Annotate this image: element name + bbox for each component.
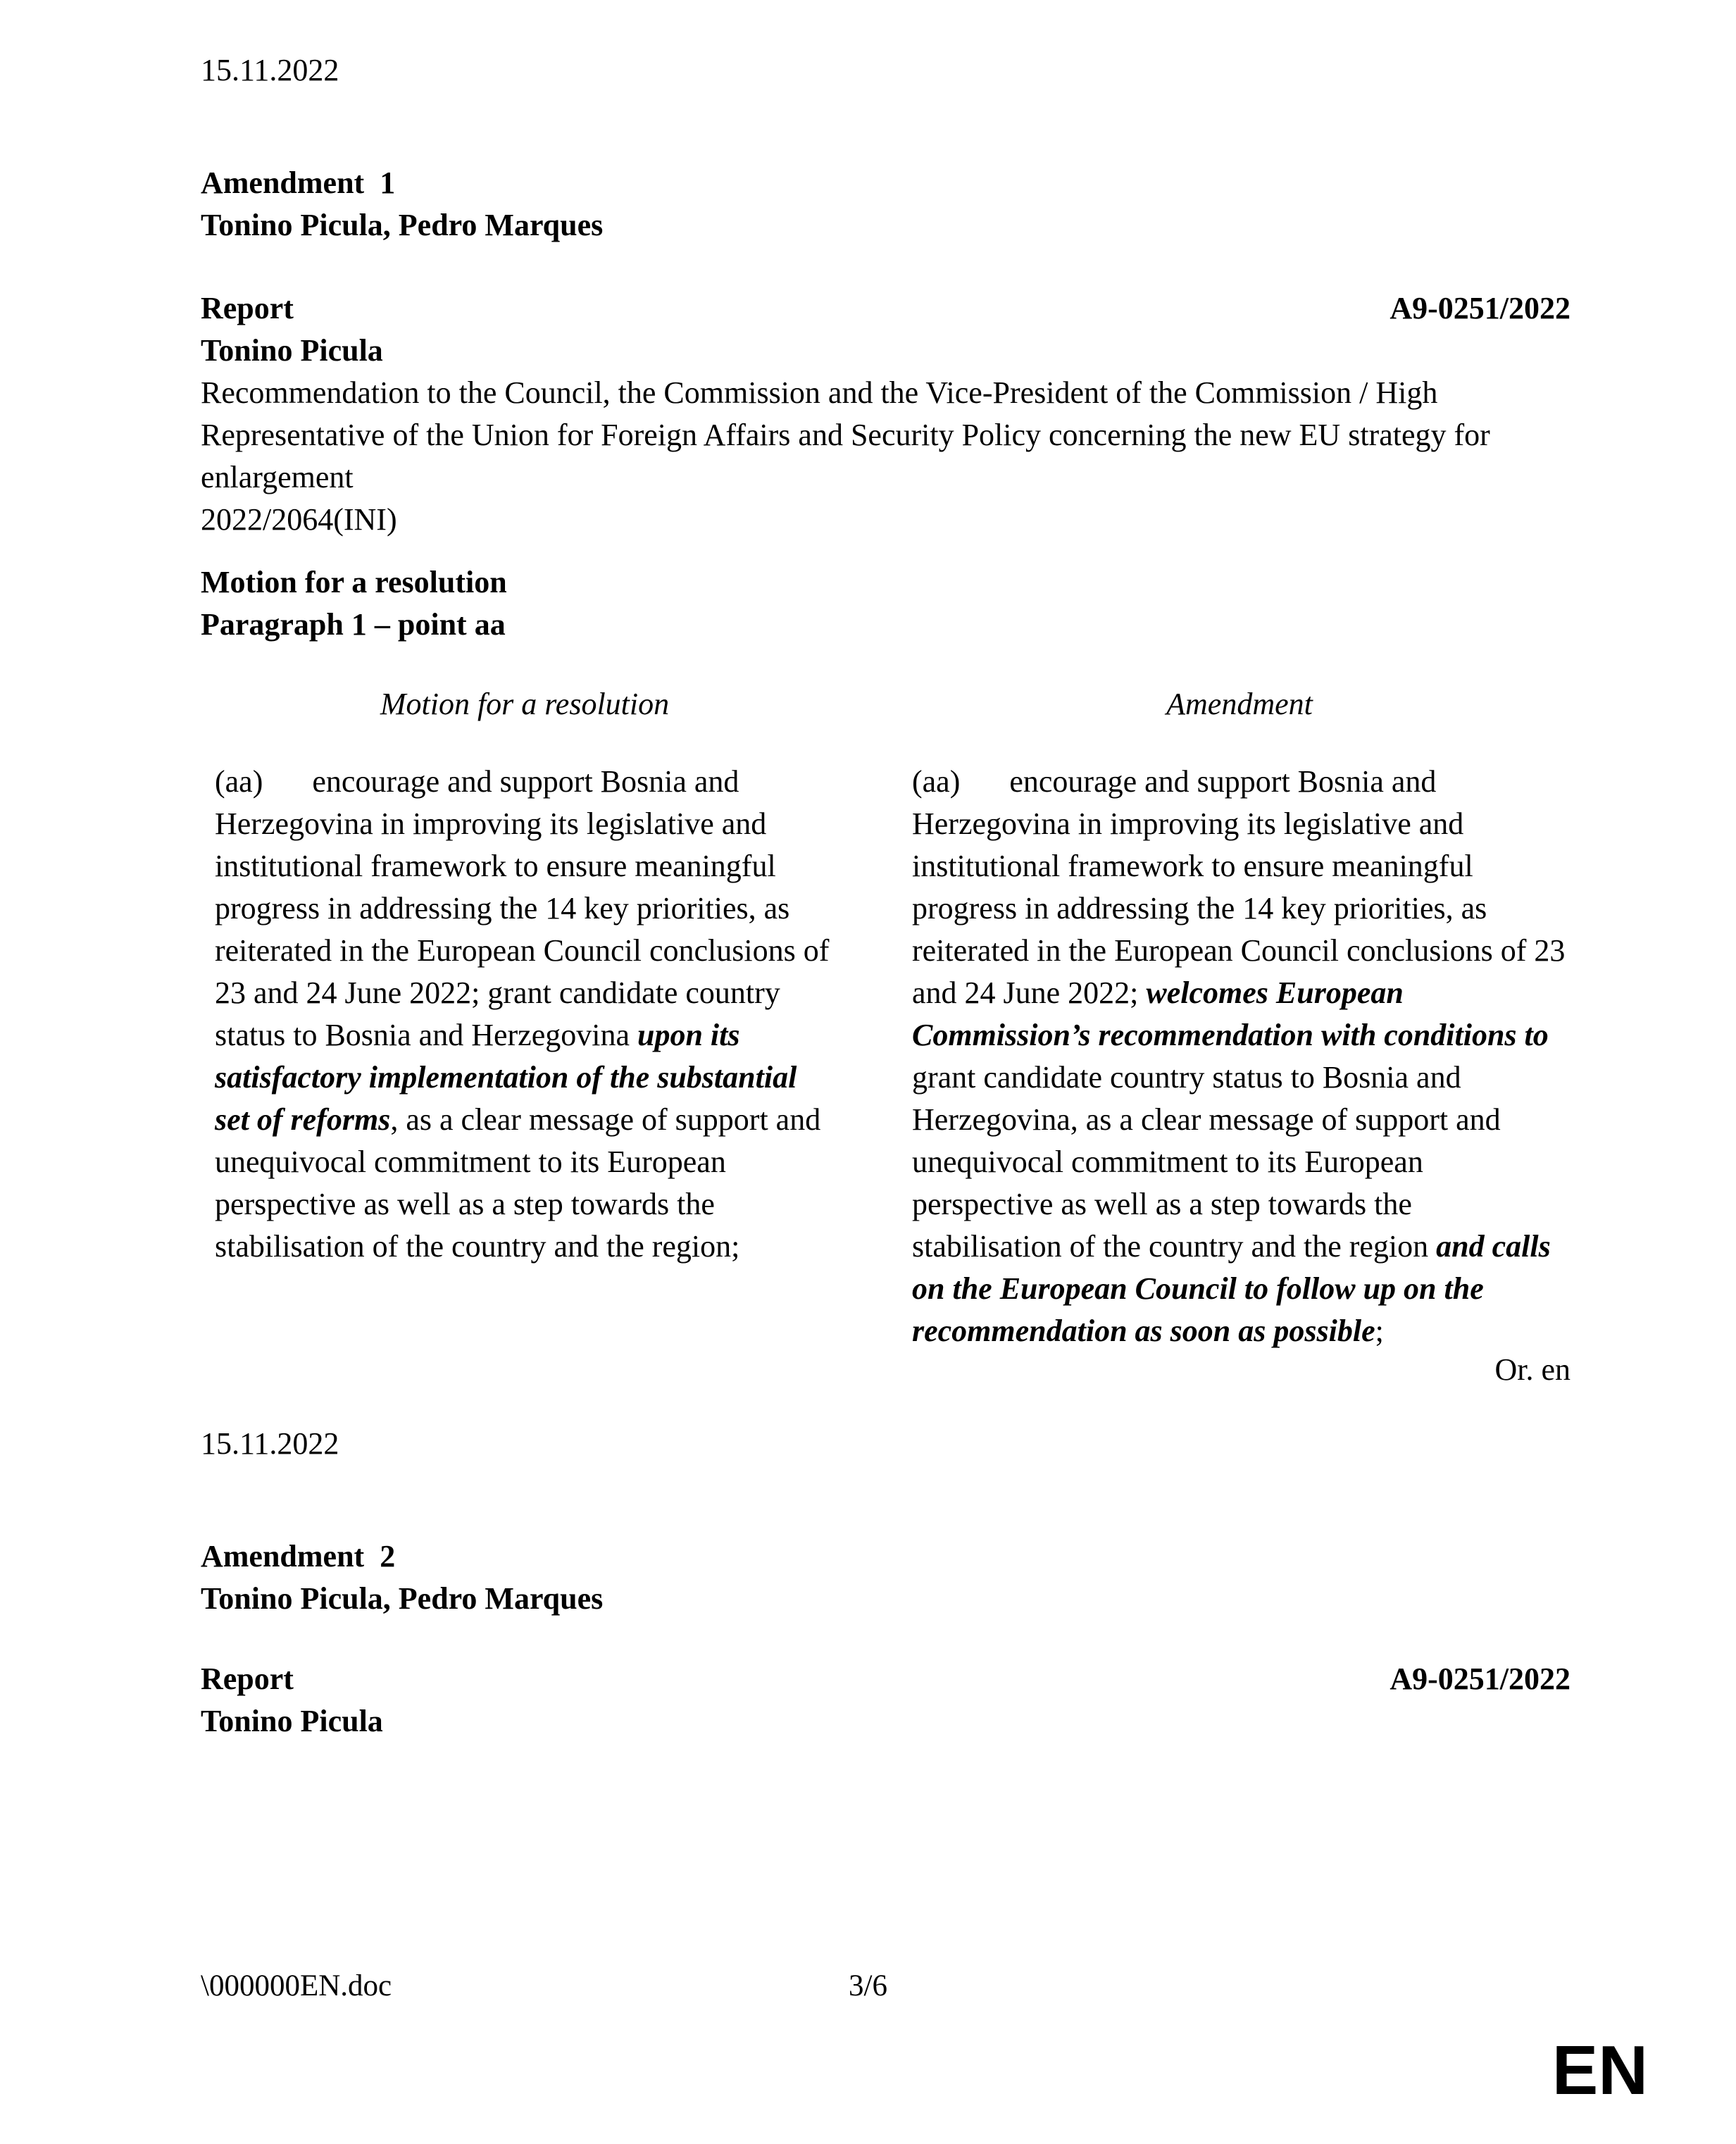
report2-label: Report — [201, 1662, 294, 1696]
report-row — [201, 287, 1570, 330]
amended-act-block — [201, 561, 1570, 646]
text-segment: (aa) — [912, 764, 961, 799]
report-label: Report — [201, 291, 294, 325]
date-second: 15.11.2022 — [201, 1426, 339, 1461]
text-segment: , as a clear message of support and unequivocal commitment to its European perspective as well as a step towards the stabilisation of the country and the region; — [215, 1102, 821, 1264]
page-footer — [0, 1965, 1736, 2007]
text-segment: encourage and support Bosnia and Herzegovina in improving its legislative and institutional framework to ensure meaningful progress in addressing the 14 key priorities, as reiterated in the European Council conclusions of 23 and 24 June 2022; — [912, 764, 1566, 1010]
report2-reference: A9-0251/2022 — [1390, 1662, 1570, 1696]
comparison-body — [215, 761, 1570, 1352]
text-segment: ; — [1375, 1314, 1384, 1348]
text-segment: (aa) — [215, 764, 263, 799]
document-filename: \000000EN.doc — [201, 1969, 392, 2002]
text-segment: encourage and support Bosnia and Herzegovina in improving its legislative and institutional framework to ensure meaningful progress in addressing the 14 key priorities, as reiterated in the European Council conclusions of 23 and 24 June 2022; grant candidate country status to Bosnia and Herzegovina — [215, 764, 830, 1052]
language-marker: EN — [1551, 2031, 1648, 2109]
text-segment: welcomes European Commission’s recommendation with conditions to — [912, 976, 1549, 1052]
amendment2-header — [201, 1535, 1570, 1620]
original-text — [215, 761, 835, 1268]
original-column-header: Motion for a resolution — [380, 687, 670, 721]
report-row2 — [201, 1658, 1570, 1700]
amended-target: Paragraph 1 – point aa — [201, 607, 506, 642]
origin-language: Or. en — [1494, 1352, 1570, 1387]
comparison-headers — [215, 683, 1570, 725]
document-type: Motion for a resolution — [201, 565, 507, 599]
page-number: 3/6 — [849, 1969, 887, 2002]
date-top: 15.11.2022 — [201, 53, 339, 87]
amendment1-title: Amendment 1 — [201, 166, 396, 200]
procedure-reference: 2022/2064(INI) — [201, 502, 397, 537]
text-segment: and calls on the European Council to follow up on the recommendation as soon as possible — [912, 1229, 1551, 1348]
amendment1-header — [201, 162, 1570, 247]
text-segment: grant candidate country status to Bosnia and Herzegovina, as a clear message of support and unequivocal commitment to its European perspective as well as a step towards the stabilisation of the country and the region — [912, 1060, 1501, 1264]
amendment2-authors: Tonino Picula, Pedro Marques — [201, 1581, 604, 1616]
amendment-column-header: Amendment — [1166, 687, 1313, 721]
report-reference: A9-0251/2022 — [1390, 291, 1570, 325]
rapporteur-name: Tonino Picula — [201, 333, 383, 368]
report-subject: Recommendation to the Council, the Commission and the Vice-President of the Commission / High Representative of the Union for Foreign Affairs and Security Policy concerning the new EU strategy for enlargement — [201, 375, 1490, 494]
rapporteur2-name: Tonino Picula — [201, 1704, 383, 1738]
column-gutter — [835, 683, 912, 725]
amendment1-authors: Tonino Picula, Pedro Marques — [201, 208, 604, 242]
amendment-text — [912, 761, 1567, 1352]
text-segment: upon its satisfactory implementation of the substantial set of reforms — [215, 1018, 797, 1137]
amendment2-title: Amendment 2 — [201, 1539, 396, 1573]
